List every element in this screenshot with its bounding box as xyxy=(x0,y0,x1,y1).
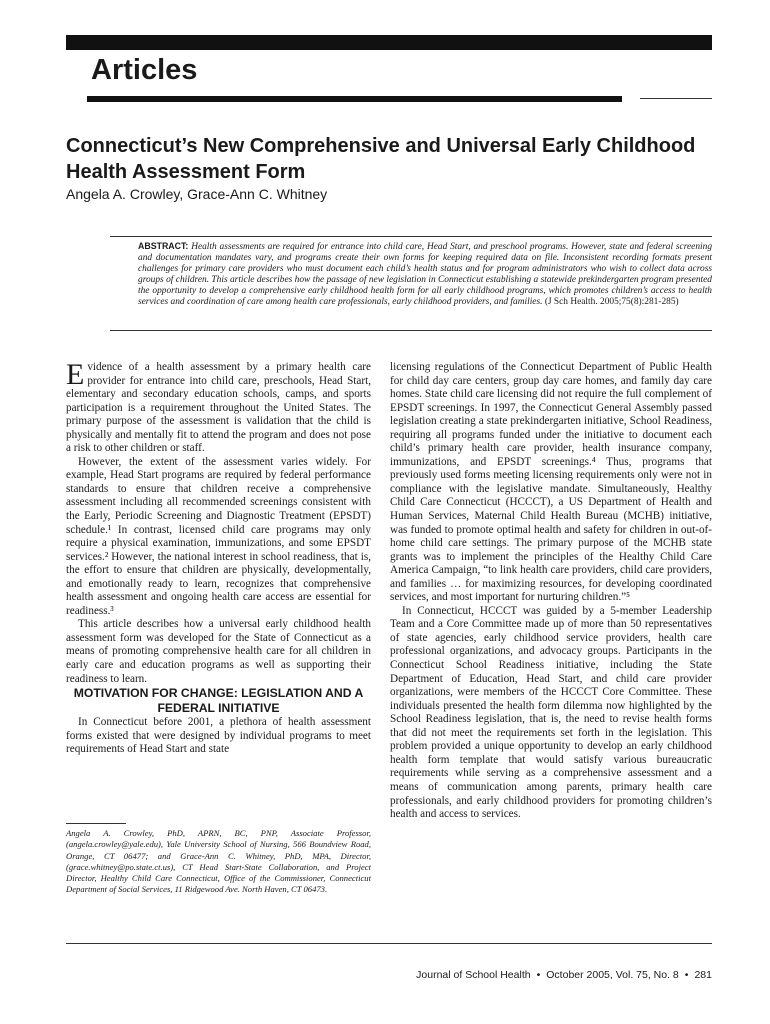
right-column xyxy=(390,361,712,822)
page-number: 281 xyxy=(694,969,712,981)
footer-rule xyxy=(66,943,712,944)
journal-name: Journal of School Health xyxy=(416,969,531,981)
section-underline xyxy=(87,96,622,102)
article-title: Connecticut’s New Comprehensive and Universal Early Childhood Health Assessment Form xyxy=(66,135,696,183)
abstract-bottom-rule xyxy=(110,330,712,331)
abstract-text: Health assessments are required for entrance into child care, Head Start, and preschool programs. However, state and federal screening and documentation mandates vary, and programs create their own forms for keeping required data on file. Inconsistent recording formats present challenges for primary care providers who must document each child’s health status and for program administrators who wish to collect data across groups of children. This article describes how the passage of new legislation in Connecticut establishing a statewide prekindergarten program presented the opportunity to develop a comprehensive early childhood health form for all early childhood programs, which promotes children’s access to health services and coordination of care among health care professionals, early childhood providers, and families. xyxy=(138,242,713,308)
running-footer xyxy=(416,969,712,981)
footnote-rule xyxy=(66,823,126,824)
author-footnote: Angela A. Crowley, PhD, APRN, BC, PNP, Associate Professor, (angela.crowley@yale.edu), Yale University School of Nursing, 566 Boundview Road, Orange, CT 06477; and Grace-Ann C. Whitney, PhD, MPA, Director, (grace.whitney@po.state.ct.us), CT Head Start-State Collaboration, and Project Director, Healthy Child Care Connecticut, Office of the Commissioner, Connecticut Department of Social Services, 11 Ridgewood Ave. North Haven, CT 06473. xyxy=(66,828,371,895)
body-paragraph-5: licensing regulations of the Connecticut Department of Public Health for child day care centers, group day care homes, and family day care homes. State child care licensing did not require the full complement of EPSDT screenings. In 1997, the Connecticut General Assembly passed legislation creating a state prekindergarten initiative, School Readiness, requiring all programs funded under the initiative to document each child’s primary health care provider, health insurance company, immunizations, and EPSDT screenings.⁴ Thus, programs that previously used forms meeting licensing requirements only were not in compliance with the legislative mandate. Simultaneously, Healthy Child Care Connecticut (HCCCT), a US Department of Health and Human Services, Maternal Child Health Bureau (MCHB) initiative, was funded to promote optimal health and safety for children in out-of-home child care settings. The primary purpose of the MCHB state grants was to implement the principles of the Healthy Child Care America Campaign, “to link health care providers, child care providers, and families … for maximizing resources, for developing coordinated services, and most important for nurturing children.”⁵ xyxy=(390,361,712,604)
top-rule xyxy=(66,35,712,50)
section-thin-rule xyxy=(640,98,712,99)
section-heading: MOTIVATION FOR CHANGE: LEGISLATION AND A FEDERAL INITIATIVE xyxy=(73,686,364,716)
body-paragraph-2: However, the extent of the assessment varies widely. For example, Head Start programs are required by federal performance standards to ensure that children receive a comprehensive assessment including all recommended screenings consistent with the Early, Periodic Screening and Diagnostic Treatment (EPSDT) schedule.¹ In contrast, licensed child care programs may only require a physical examination, immunizations, and some EPSDT services.² However, the national interest in school readiness, that is, the effort to ensure that children are physically, developmentally, and emotionally ready to learn, recognizes that comprehensive health assessment and ongoing health care access are essential for readiness.³ xyxy=(66,455,371,617)
body-paragraph-4: In Connecticut before 2001, a plethora of health assessment forms existed that were designed by individual programs to meet requirements of Head Start and state xyxy=(66,716,371,756)
drop-cap: E xyxy=(66,358,85,391)
body-paragraph-3: This article describes how a universal early childhood health assessment form was developed for the State of Connecticut as a means of promoting comprehensive health care for all children in early care and education programs as well as supporting their readiness to learn. xyxy=(66,618,371,685)
body-paragraph-6: In Connecticut, HCCCT was guided by a 5-member Leadership Team and a Core Committee made up of more than 50 representatives of state agencies, early childhood service providers, health care professional organizations, and advocacy groups. Participants in the Connecticut School Readiness initiative, including the State Department of Education, Head Start, and child care provider organizations, were members of the HCCCT Core Committee. These individuals presented the health form dilemma now highlighted by the School Readiness legislation, that is, the need to revise health forms that did not meet the requirements set forth in the legislation. This problem provided a unique opportunity to develop an early childhood health form template that would satisfy various bureaucratic requirements while serving as a comprehensive assessment and a means of communication among parents, primary health care professionals, and early childhood providers for promoting children’s health and access to services. xyxy=(390,604,712,821)
article-authors: Angela A. Crowley, Grace-Ann C. Whitney xyxy=(66,186,328,202)
abstract-label: ABSTRACT: xyxy=(138,241,189,251)
left-column xyxy=(66,358,371,757)
section-label: Articles xyxy=(91,54,198,86)
issue-date: October 2005, Vol. 75, No. 8 xyxy=(546,969,679,981)
abstract xyxy=(138,241,712,309)
footer-bullet: • xyxy=(536,969,541,981)
body-paragraph-1: Evidence of a health assessment by a primary health care provider for entrance into child care, preschools, Head Start, elementary and secondary education schools, camps, and sports participation is a requirement throughout the United States. The primary purpose of the assessment is validation that the child is physically and mentally fit to attend the program and does not pose a risk to other children or staff. xyxy=(66,358,371,455)
abstract-citation: (J Sch Health. 2005;75(8):281-285) xyxy=(544,297,679,308)
footer-bullet: • xyxy=(684,969,689,981)
abstract-top-rule xyxy=(110,236,712,237)
